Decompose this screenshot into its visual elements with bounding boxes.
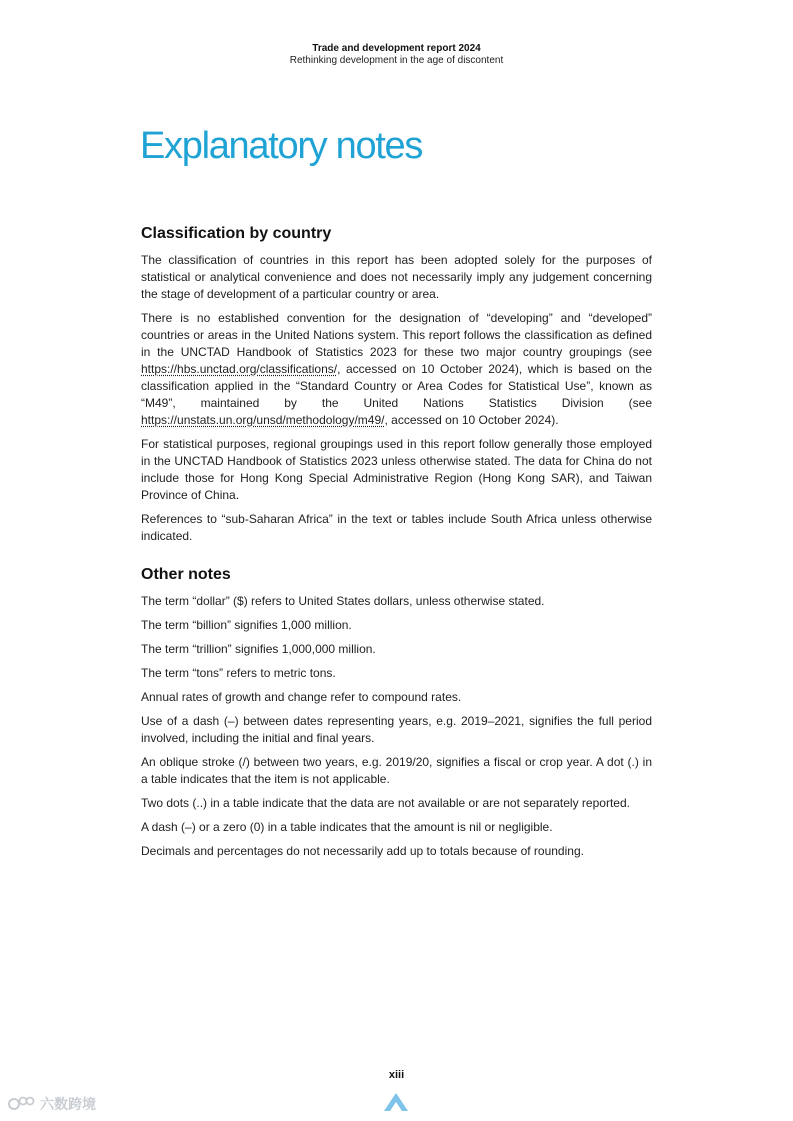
note-item: Annual rates of growth and change refer to compound rates.	[141, 690, 462, 704]
note-item: A dash (–) or a zero (0) in a table indicates that the amount is nil or negligible.	[141, 820, 553, 834]
m49-methodology-link[interactable]: https://unstats.un.org/unsd/methodology/m49/	[141, 413, 385, 427]
note-item: The term “trillion” signifies 1,000,000 million.	[141, 642, 376, 656]
paragraph: References to “sub-Saharan Africa” in the text or tables include South Africa unless otherwise indicated.	[141, 512, 652, 543]
paragraph-text: , accessed on 10 October 2024).	[384, 413, 559, 427]
section-heading-classification: Classification by country	[141, 225, 332, 242]
note-item: The term “dollar” ($) refers to United States dollars, unless otherwise stated.	[141, 594, 545, 608]
scroll-to-top-button[interactable]	[382, 1089, 410, 1115]
logo-icon	[8, 1095, 36, 1113]
watermark	[8, 1094, 96, 1114]
chevron-up-icon	[382, 1089, 410, 1115]
page-number: xiii	[388, 1069, 405, 1081]
classifications-link[interactable]: https://hbs.unctad.org/classifications/	[141, 362, 338, 376]
note-item: Two dots (..) in a table indicate that the data are not available or are not separately reported.	[141, 796, 630, 810]
page-title: Explanatory notes	[140, 125, 423, 167]
note-item: Decimals and percentages do not necessarily add up to totals because of rounding.	[141, 844, 584, 858]
note-item: The term “tons” refers to metric tons.	[141, 666, 336, 680]
paragraph-text: , accessed on 10 October 2024), which is based on the classification applied in the “Standard Country or Area Codes for Statistical Use”, known as “M49”, maintained by the United Nations Statistics Division (see	[141, 362, 652, 410]
note-item: The term “billion” signifies 1,000 million.	[141, 618, 352, 632]
watermark-text: 六数跨境	[40, 1096, 96, 1112]
report-title: Trade and development report 2024	[312, 43, 481, 54]
paragraph-text: There is no established convention for the designation of “developing” and “developed” countries or areas in the United Nations system. This report follows the classification as defined in the UNCTAD Handbook of Statistics 2023 for these two major country groupings (see	[141, 311, 652, 359]
paragraph: The classification of countries in this report has been adopted solely for the purposes of statistical or analytical convenience and does not necessarily imply any judgement concerning the stage of development of a particular country or area.	[141, 253, 652, 301]
note-item: An oblique stroke (/) between two years, e.g. 2019/20, signifies a fiscal or crop year. A dot (.) in a table indicates that the item is not applicable.	[141, 755, 652, 786]
paragraph	[141, 310, 652, 429]
main-content	[141, 224, 652, 867]
paragraph: For statistical purposes, regional groupings used in this report follow generally those employed in the UNCTAD Handbook of Statistics 2023 unless otherwise stated. The data for China do not include those for Hong Kong Special Administrative Region (Hong Kong SAR), and Taiwan Province of China.	[141, 437, 652, 502]
note-item: Use of a dash (–) between dates representing years, e.g. 2019–2021, signifies the full period involved, including the initial and final years.	[141, 714, 652, 745]
section-heading-other-notes: Other notes	[141, 566, 231, 583]
report-subtitle: Rethinking development in the age of discontent	[289, 55, 504, 66]
running-header	[0, 43, 793, 67]
